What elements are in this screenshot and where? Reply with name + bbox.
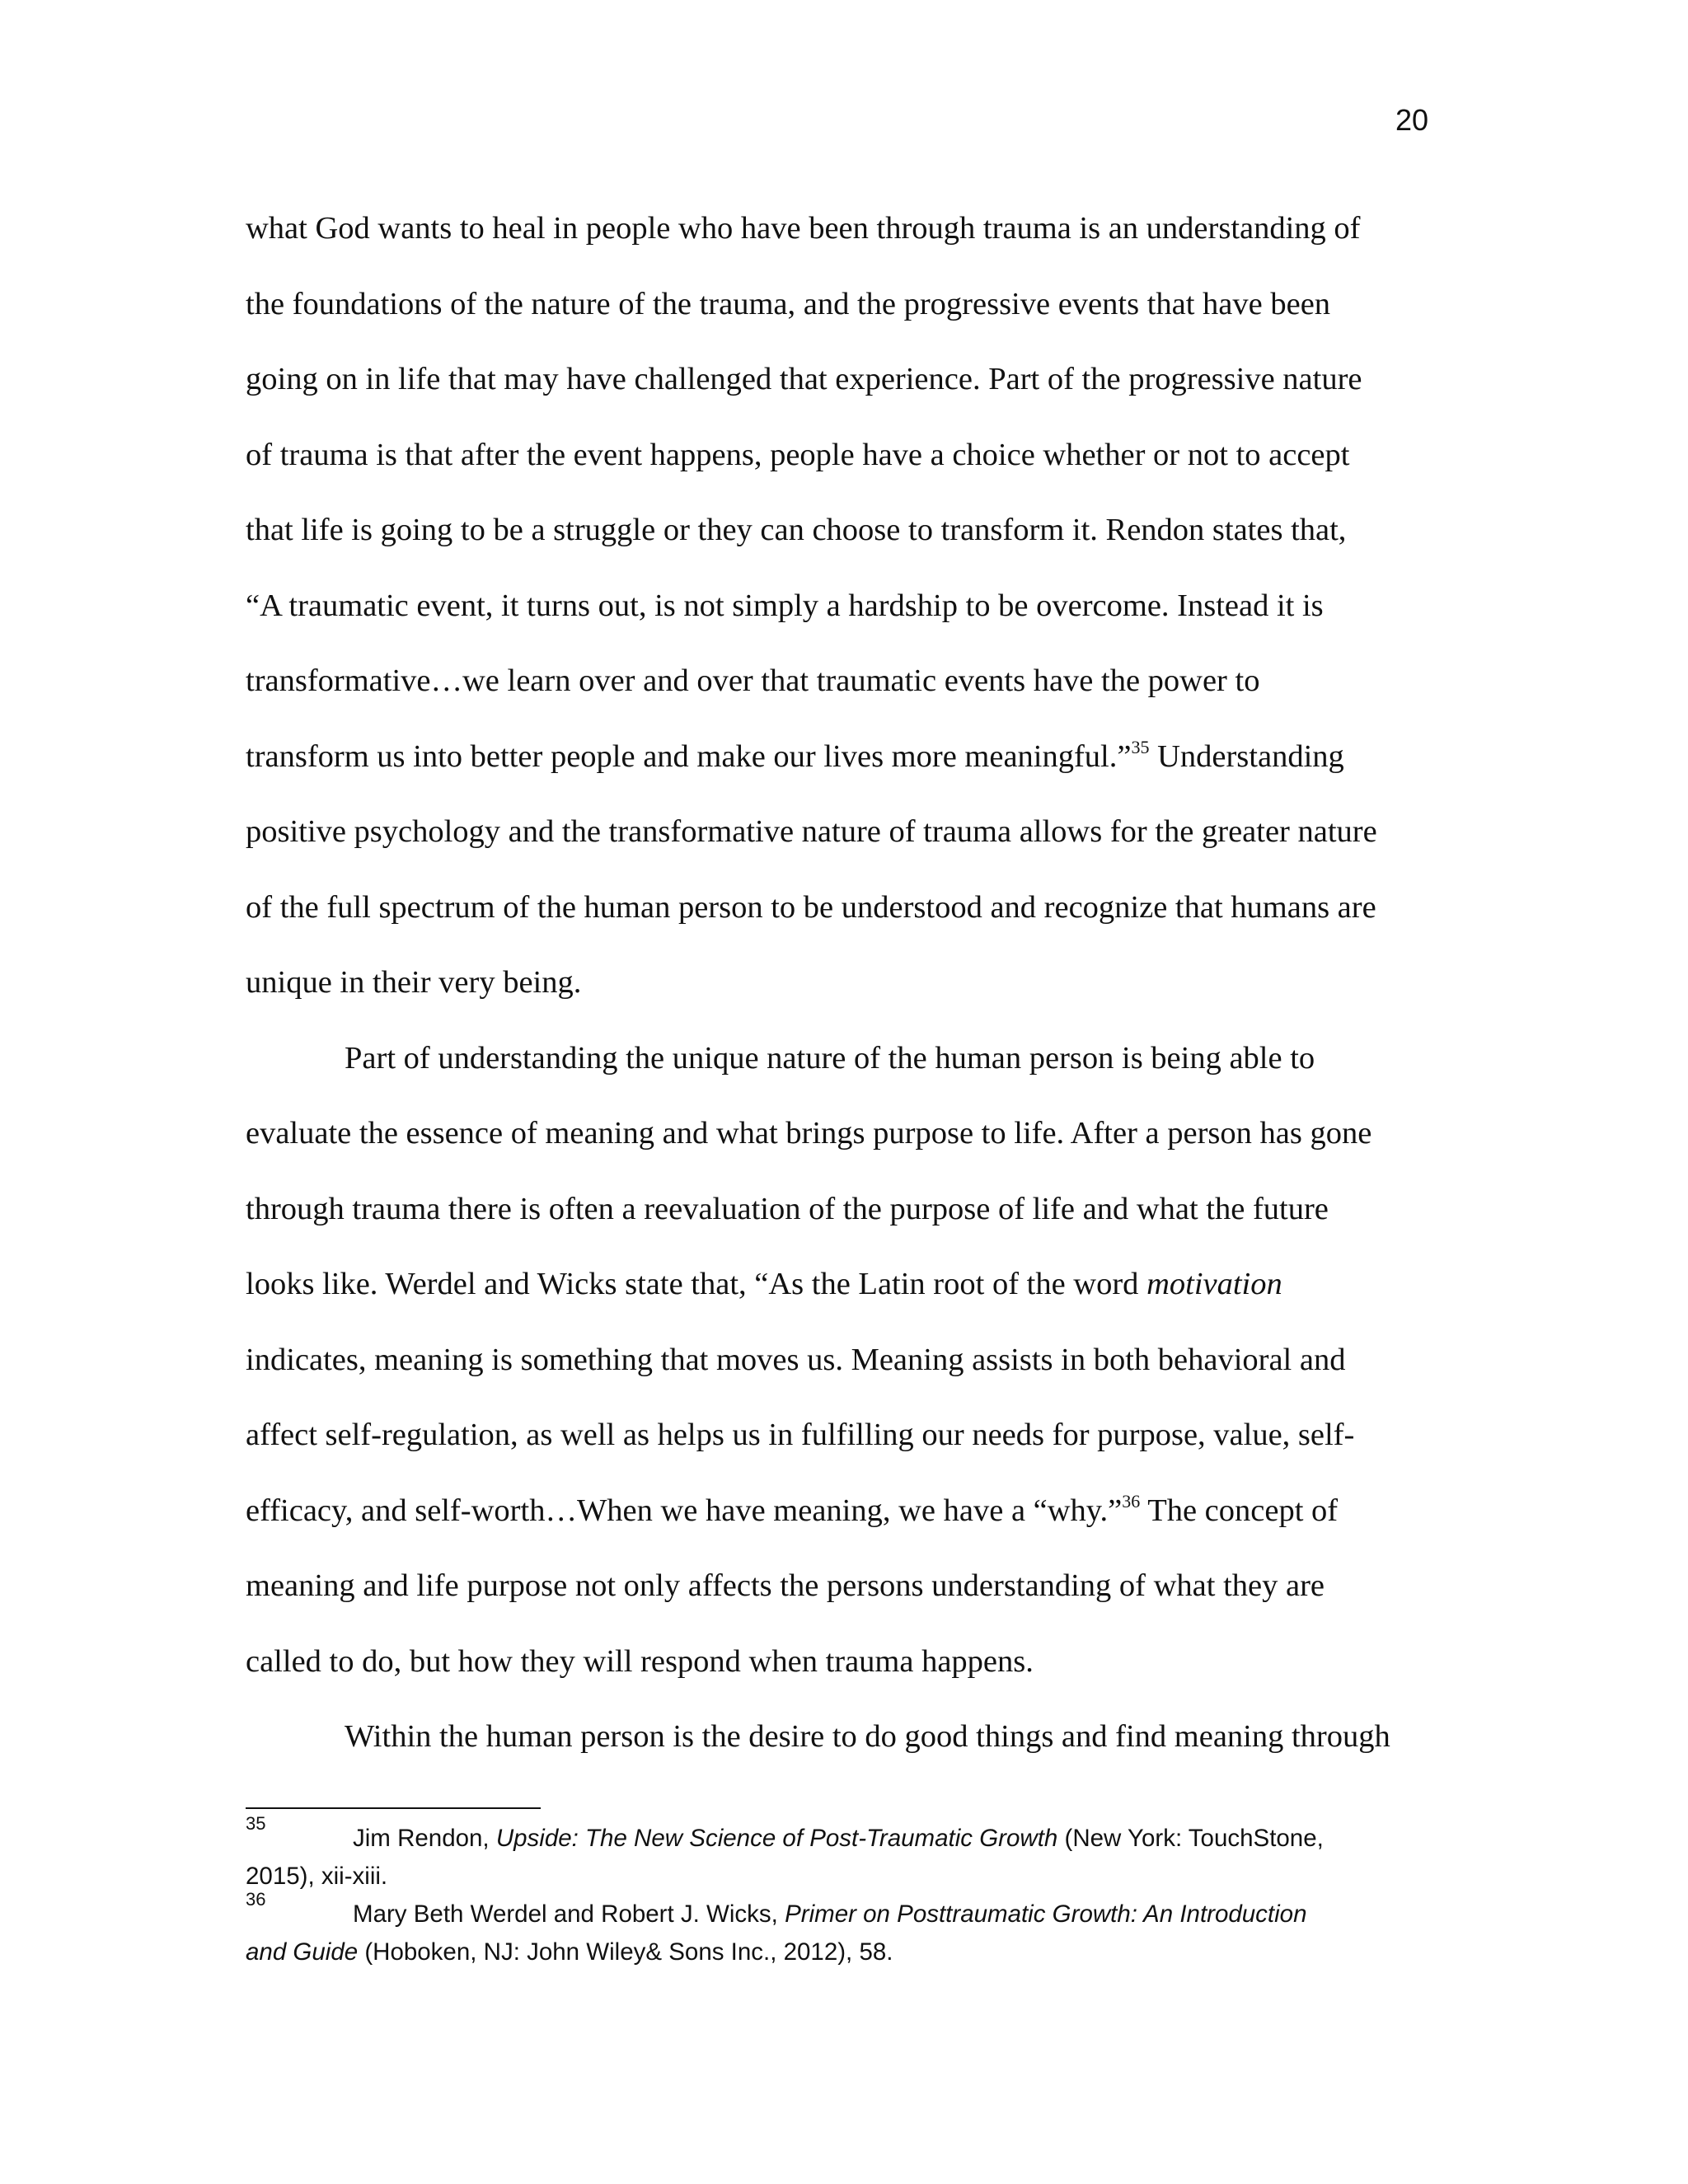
text-line: indicates, meaning is something that moves us. Meaning assists in both behavioral and (246, 1342, 1346, 1377)
footnote-publication-cont: 2015), xii-xiii. (246, 1863, 388, 1890)
text-line: positive psychology and the transformative nature of trauma allows for the greater nature (246, 814, 1377, 849)
text-line: of trauma is that after the event happens, people have a choice whether or not to accept (246, 437, 1350, 472)
text-line: affect self-regulation, as well as helps us in fulfilling our needs for purpose, value, self- (246, 1418, 1355, 1452)
text-segment: The concept of (1140, 1493, 1339, 1528)
text-line: “A traumatic event, it turns out, is not simply a hardship to be overcome. Instead it is (246, 588, 1324, 623)
footnote-title-cont: and Guide (246, 1938, 359, 1966)
footnote-publication: (Hoboken, NJ: John Wiley& Sons Inc., 2012), 58. (358, 1938, 893, 1966)
body-text (246, 191, 1432, 1775)
text-line-with-footnote (246, 1474, 1432, 1549)
page-number: 20 (1395, 103, 1428, 137)
text-line: what God wants to heal in people who have been through trauma is an understanding of (246, 211, 1361, 246)
text-line-with-footnote (246, 719, 1432, 795)
footnotes (246, 1813, 1432, 1971)
footnote-author: Jim Rendon, (353, 1825, 496, 1852)
text-line: evaluate the essence of meaning and what brings purpose to life. After a person has gone (246, 1116, 1372, 1151)
footnote-text (246, 1896, 1432, 1971)
text-segment: efficacy, and self-worth…When we have meaning, we have a “why.” (246, 1493, 1123, 1528)
paragraph-start-line: Within the human person is the desire to do good things and find meaning through (345, 1719, 1390, 1754)
footnote-publication: (New York: TouchStone, (1057, 1825, 1324, 1852)
text-line: meaning and life purpose not only affects the persons understanding of what they are (246, 1568, 1325, 1603)
footnote-author: Mary Beth Werdel and Robert J. Wicks, (353, 1900, 785, 1928)
text-line: unique in their very being. (246, 965, 582, 1000)
footnote-number: 35 (246, 1813, 266, 1834)
footnote-ref-35[interactable]: 35 (1131, 736, 1150, 757)
text-segment: looks like. Werdel and Wicks state that, “As the Latin root of the word (246, 1267, 1147, 1301)
footnote-title: Upside: The New Science of Post-Traumatic Growth (495, 1825, 1058, 1852)
paragraph-start-line: Part of understanding the unique nature of the human person is being able to (345, 1040, 1315, 1076)
italic-term: motivation (1146, 1267, 1282, 1301)
text-line: transformative…we learn over and over that traumatic events have the power to (246, 663, 1260, 698)
text-segment: Understanding (1149, 738, 1344, 774)
footnote-text (246, 1820, 1432, 1896)
text-line-with-italic (246, 1247, 1432, 1323)
footnote-36 (246, 1889, 1432, 1971)
footnote-35 (246, 1813, 1432, 1896)
footnote-number: 36 (246, 1889, 266, 1910)
text-line: called to do, but how they will respond when trauma happens. (246, 1643, 1034, 1679)
text-line: the foundations of the nature of the trauma, and the progressive events that have been (246, 286, 1331, 321)
footnote-ref-36[interactable]: 36 (1122, 1490, 1141, 1511)
text-line: going on in life that may have challenged that experience. Part of the progressive nature (246, 362, 1362, 396)
text-line: that life is going to be a struggle or they can choose to transform it. Rendon states that, (246, 513, 1347, 547)
footnote-title: Primer on Posttraumatic Growth: An Introduction (785, 1900, 1307, 1928)
text-line: of the full spectrum of the human person to be understood and recognize that humans are (246, 889, 1376, 925)
footnote-separator (246, 1807, 541, 1809)
text-segment: transform us into better people and make our lives more meaningful.” (246, 738, 1132, 774)
text-line: through trauma there is often a reevaluation of the purpose of life and what the future (246, 1191, 1329, 1226)
